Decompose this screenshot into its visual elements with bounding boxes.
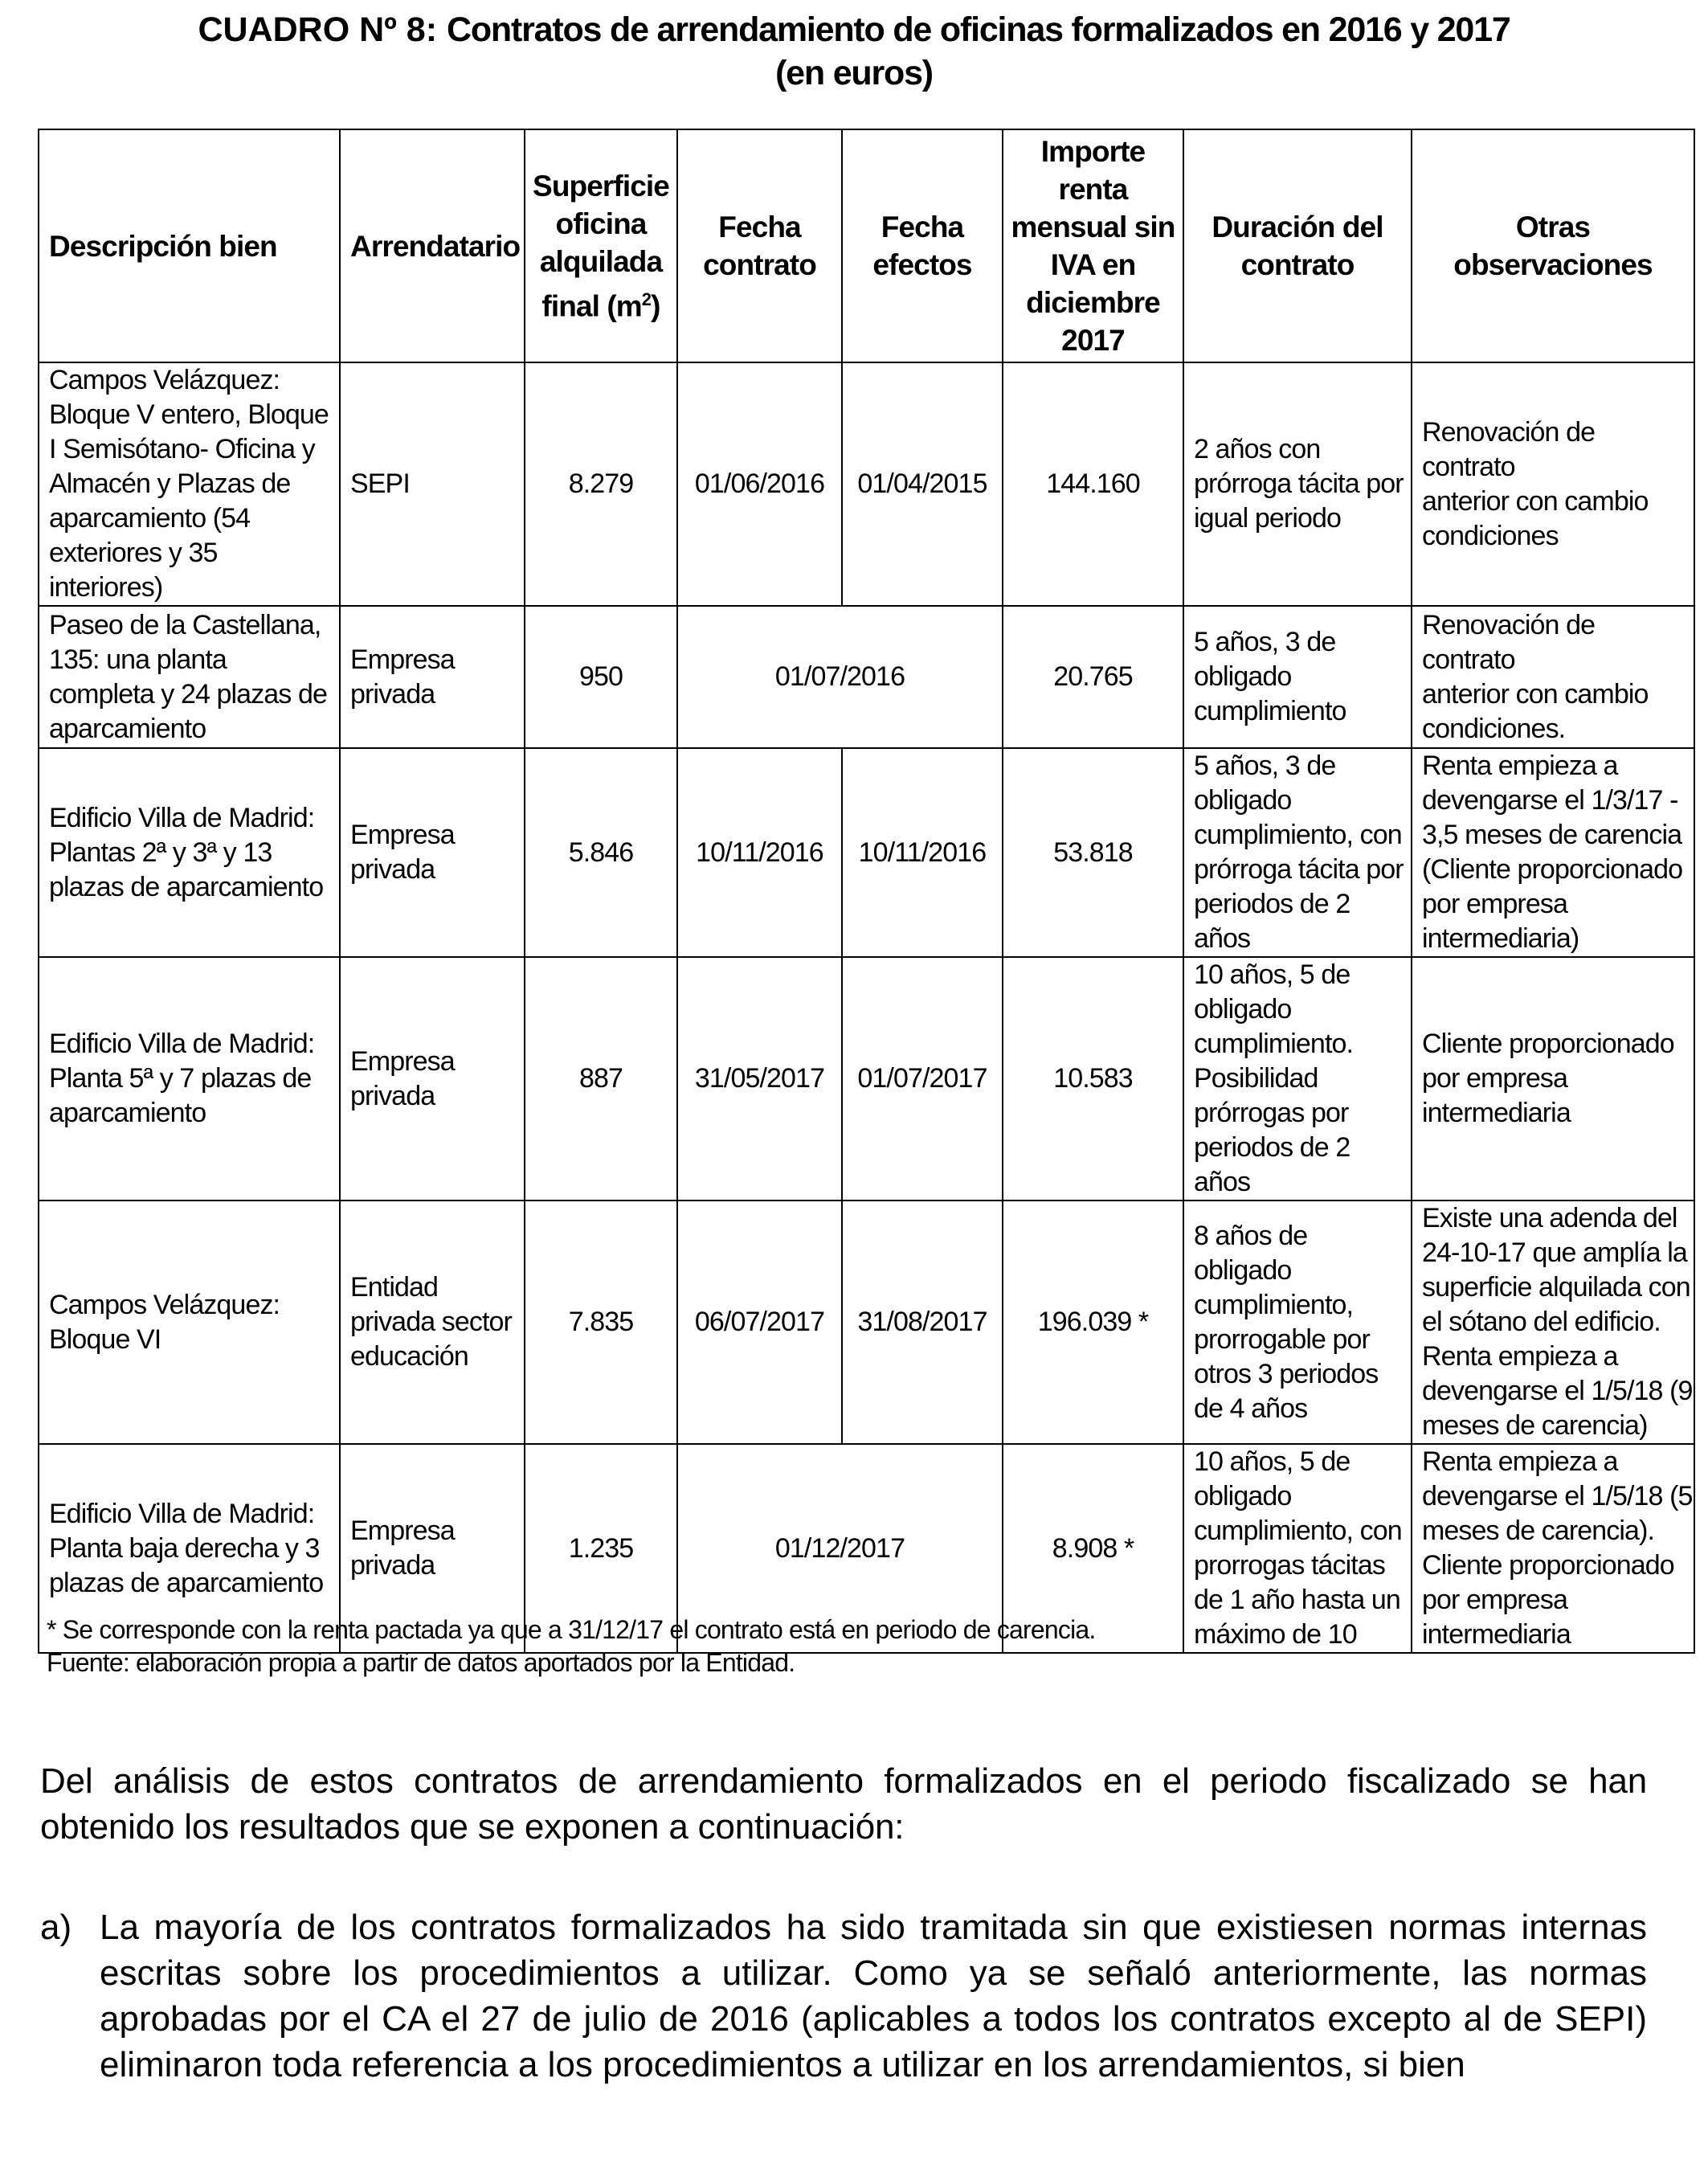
cell-importe: 10.583 [1003, 957, 1183, 1200]
cell-importe: 144.160 [1003, 362, 1183, 606]
cell-fecha-contrato: 10/11/2016 [677, 748, 842, 957]
title-text: Contratos de arrendamiento de oficinas formalizados en 2016 y 2017 [447, 10, 1510, 49]
cell-observaciones: Existe una adenda del 24-10-17 que amplía la superficie alquilada con el sótano del edificio. Renta empieza a devengarse el 1/5/18 (9 meses de carencia) [1412, 1200, 1694, 1444]
cell-fecha-efectos: 31/08/2017 [842, 1200, 1003, 1444]
table-row [39, 362, 1694, 606]
table-row [39, 957, 1694, 1200]
header-descripcion: Descripción bien [39, 129, 340, 362]
cell-fecha-contrato: 31/05/2017 [677, 957, 842, 1200]
cell-duracion: 5 años, 3 de obligado cumplimiento, con prórroga tácita por periodos de 2 años [1183, 748, 1412, 957]
contracts-table [38, 129, 1695, 1654]
cell-descripcion: Edificio Villa de Madrid: Plantas 2ª y 3ª y 13 plazas de aparcamiento [39, 748, 340, 957]
cell-observaciones: Renta empieza a devengarse el 1/3/17 - 3,5 meses de carencia (Cliente proporcionado por empresa intermediaria) [1412, 748, 1694, 957]
cell-arrendatario: Empresa privada [340, 1444, 525, 1653]
header-fecha-contrato: Fecha contrato [677, 129, 842, 362]
header-importe: Importe renta mensual sin IVA en diciembre 2017 [1003, 129, 1183, 362]
header-observaciones: Otras observaciones [1412, 129, 1694, 362]
cell-arrendatario: SEPI [340, 362, 525, 606]
cell-fecha-contrato: 06/07/2017 [677, 1200, 842, 1444]
cell-descripcion: Edificio Villa de Madrid: Planta 5ª y 7 plazas de aparcamiento [39, 957, 340, 1200]
cell-descripcion: Campos Velázquez: Bloque VI [39, 1200, 340, 1444]
cell-superficie: 887 [525, 957, 677, 1200]
cell-arrendatario: Empresa privada [340, 748, 525, 957]
cell-superficie: 5.846 [525, 748, 677, 957]
title-line [0, 8, 1708, 51]
cell-importe: 53.818 [1003, 748, 1183, 957]
body-paragraph: Del análisis de estos contratos de arrendamiento formalizados en el periodo fiscalizado se han obtenido los resultados que se exponen a continuación: [40, 1761, 1647, 1847]
cell-descripcion: Campos Velázquez: Bloque V entero, Bloque I Semisótano- Oficina y Almacén y Plazas de aparcamiento (54 exteriores y 35 interiores) [39, 362, 340, 606]
cell-arrendatario: Empresa privada [340, 606, 525, 748]
cell-duracion: 8 años de obligado cumplimiento, prorrogable por otros 3 periodos de 4 años [1183, 1200, 1412, 1444]
cell-descripcion: Paseo de la Castellana, 135: una planta completa y 24 plazas de aparcamiento [39, 606, 340, 748]
cell-fecha-efectos: 01/04/2015 [842, 362, 1003, 606]
cell-superficie: 7.835 [525, 1200, 677, 1444]
table-row [39, 748, 1694, 957]
title-subtitle: (en euros) [775, 54, 933, 92]
cell-duracion: 10 años, 5 de obligado cumplimiento. Posibilidad prórrogas por periodos de 2 años [1183, 957, 1412, 1200]
title-label: CUADRO Nº 8: [198, 10, 438, 49]
cell-observaciones: Renta empieza a devengarse el 1/5/18 (5 meses de carencia). Cliente proporcionado por empresa intermediaria [1412, 1444, 1694, 1653]
cell-superficie: 1.235 [525, 1444, 677, 1653]
cell-duracion: 10 años, 5 de obligado cumplimiento, con prorrogas tácitas de 1 año hasta un máximo de 10 [1183, 1444, 1412, 1653]
cell-fecha-merged: 01/07/2016 [677, 606, 1003, 748]
cell-observaciones: Renovación de contrato anterior con cambio condiciones [1412, 362, 1694, 606]
list-item [40, 1904, 1647, 2088]
cell-superficie: 8.279 [525, 362, 677, 606]
cell-arrendatario: Entidad privada sector educación [340, 1200, 525, 1444]
list-marker: a) [40, 1908, 72, 1947]
cell-duracion: 2 años con prórroga tácita por igual periodo [1183, 362, 1412, 606]
cell-importe: 8.908 * [1003, 1444, 1183, 1653]
cell-fecha-efectos: 10/11/2016 [842, 748, 1003, 957]
header-superficie: Superficie oficina alquilada final $(m^2)$ [525, 129, 677, 362]
cell-descripcion: Edificio Villa de Madrid: Planta baja derecha y 3 plazas de aparcamiento [39, 1444, 340, 1653]
cell-observaciones: Renovación de contrato anterior con cambio condiciones. [1412, 606, 1694, 748]
table-header-row [39, 129, 1694, 362]
cell-fecha-merged: 01/12/2017 [677, 1444, 1003, 1653]
cell-arrendatario: Empresa privada [340, 957, 525, 1200]
footnote-asterisk: * Se corresponde con la renta pactada ya que a 31/12/17 el contrato está en periodo de carencia. [47, 1615, 1096, 1644]
header-duracion: Duración del contrato [1183, 129, 1412, 362]
table-row [39, 606, 1694, 748]
footnote-source: Fuente: elaboración propia a partir de datos aportados por la Entidad. [47, 1648, 795, 1677]
list-item-text: La mayoría de los contratos formalizados ha sido tramitada sin que existiesen normas internas escritas sobre los procedimientos a utilizar. Como ya se señaló anteriormente, las normas aprobadas por el CA el 27 de julio de 2016 (aplicables a todos los contratos excepto al de SEPI) eliminaron toda referencia a los procedimientos a utilizar en los arrendamientos, si bien [100, 1908, 1647, 2084]
table-footnotes [47, 1614, 1095, 1679]
cell-fecha-contrato: 01/06/2016 [677, 362, 842, 606]
header-fecha-efectos: Fecha efectos [842, 129, 1003, 362]
cell-fecha-efectos: 01/07/2017 [842, 957, 1003, 1200]
header-arrendatario: Arrendatario [340, 129, 525, 362]
table-title [0, 8, 1708, 95]
cell-observaciones: Cliente proporcionado por empresa intermediaria [1412, 957, 1694, 1200]
cell-importe: 20.765 [1003, 606, 1183, 748]
cell-superficie: 950 [525, 606, 677, 748]
cell-importe: 196.039 * [1003, 1200, 1183, 1444]
table-row [39, 1200, 1694, 1444]
cell-duracion: 5 años, 3 de obligado cumplimiento [1183, 606, 1412, 748]
